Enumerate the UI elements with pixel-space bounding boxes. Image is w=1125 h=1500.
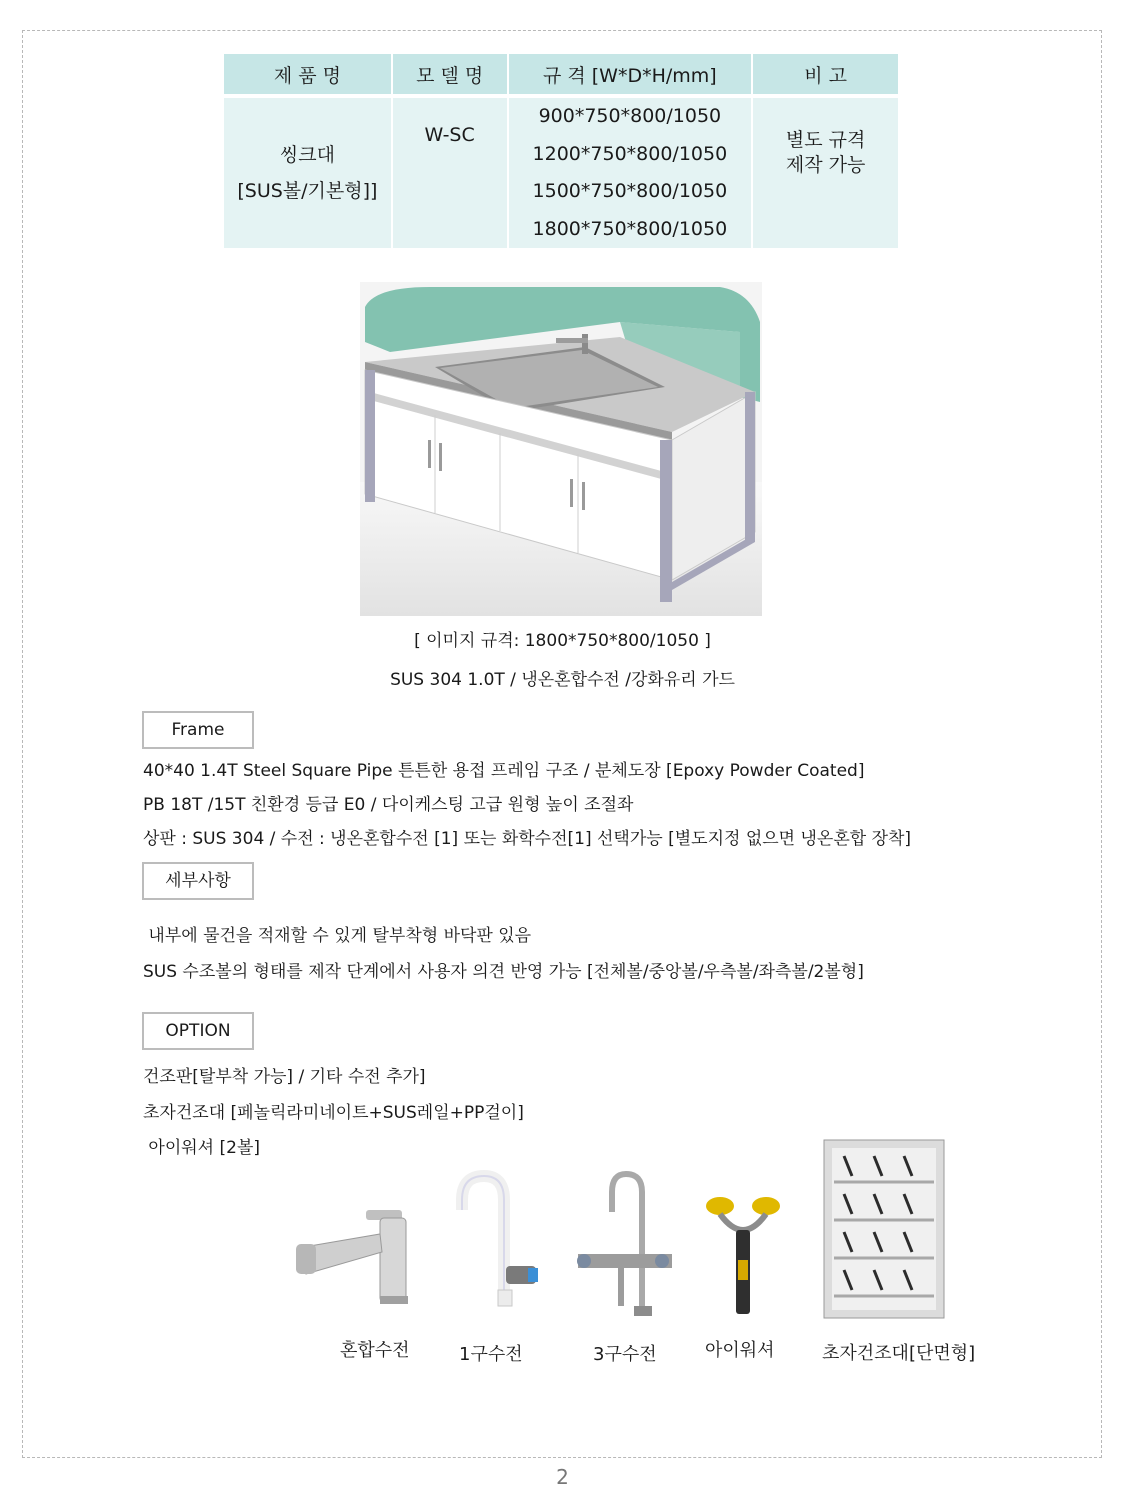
accessory-label: 3구수전 — [593, 1344, 657, 1365]
product-name-line: [SUS볼/기본형]] — [237, 180, 378, 202]
header-model-name: 모 델 명 — [392, 54, 508, 96]
mixing-faucet-image — [296, 1200, 412, 1310]
option-line: 건조판[탈부착 가능] / 기타 수전 추가] — [143, 1067, 426, 1087]
glass-drying-rack-image — [822, 1138, 946, 1320]
page-number: 2 — [556, 1465, 569, 1489]
detail-line: 내부에 물건을 적재할 수 있게 탈부착형 바닥판 있음 — [143, 926, 532, 946]
spec-table-row — [224, 96, 898, 248]
triple-faucet-image — [574, 1170, 676, 1320]
product-name-line: 씽크대 — [279, 144, 335, 166]
frame-section-title: Frame — [142, 711, 254, 749]
detail-line: SUS 수조볼의 형태를 제작 단계에서 사용자 의견 반영 가능 [전체볼/중앙볼/우측볼/좌측볼/2볼형] — [143, 962, 864, 982]
option-line: 아이워셔 [2볼] — [143, 1138, 260, 1158]
size-option: 1200*750*800/1050 — [532, 142, 728, 165]
frame-line: PB 18T /15T 친환경 등급 E0 / 다이케스팅 고급 원형 높이 조절좌 — [143, 795, 634, 815]
sink-cabinet-image — [360, 282, 762, 616]
detail-section-title: 세부사항 — [142, 862, 254, 900]
size-option: 1800*750*800/1050 — [532, 217, 728, 240]
product-name-cell — [224, 96, 392, 248]
eye-washer-image — [698, 1190, 788, 1316]
accessory-label: 혼합수전 — [340, 1340, 410, 1361]
spec-table-header-row — [224, 54, 898, 96]
accessory-label: 1구수전 — [459, 1344, 523, 1365]
option-section-title: OPTION — [142, 1012, 254, 1050]
sizes-cell — [508, 96, 753, 248]
header-spec: 규 격 [W*D*H/mm] — [508, 54, 753, 96]
model-cell: W-SC — [392, 96, 508, 248]
header-note: 비 고 — [752, 54, 898, 96]
note-line: 별도 규격 — [785, 129, 866, 151]
frame-line: 상판 : SUS 304 / 수전 : 냉온혼합수전 [1] 또는 화학수전[1] 선택가능 [별도지정 없으면 냉온혼합 장착] — [143, 829, 912, 849]
option-line: 초자건조대 [페놀릭라미네이트+SUS레일+PP걸이] — [143, 1103, 524, 1123]
frame-line: 40*40 1.4T Steel Square Pipe 튼튼한 용접 프레임 구조 / 분체도장 [Epoxy Powder Coated] — [143, 761, 865, 781]
accessory-label: 아이워셔 — [705, 1340, 775, 1361]
size-option: 1500*750*800/1050 — [532, 180, 728, 202]
size-option: 900*750*800/1050 — [538, 105, 722, 127]
note-cell — [752, 96, 898, 248]
accessory-label: 초자건조대[단면형] — [822, 1343, 976, 1364]
note-line: 제작 가능 — [785, 154, 866, 176]
single-faucet-image — [454, 1170, 546, 1310]
spec-table — [224, 54, 898, 248]
material-line: SUS 304 1.0T / 냉온혼합수전 /강화유리 가드 — [390, 670, 735, 690]
header-product-name: 제 품 명 — [224, 54, 392, 96]
image-caption: [ 이미지 규격: 1800*750*800/1050 ] — [414, 631, 711, 651]
